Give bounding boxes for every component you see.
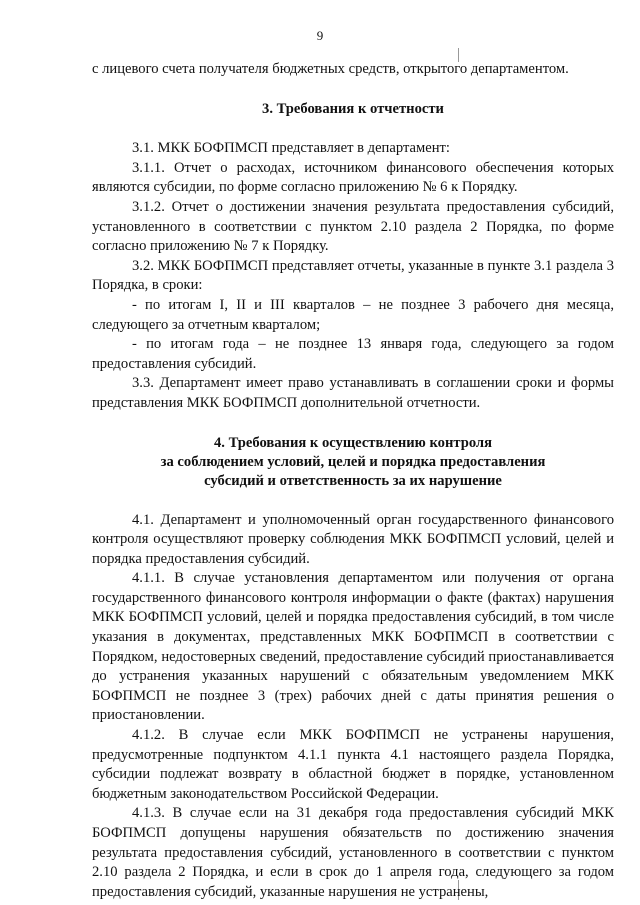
section-3-heading: 3. Требования к отчетности xyxy=(262,100,444,117)
opening-line: с лицевого счета получателя бюджетных средств, открытого департаментом. xyxy=(92,61,569,77)
paragraph-3-2-quarters: - по итогам I, II и III кварталов – не позднее 3 рабочего дня месяца, следующего за отчетным кварталом; xyxy=(92,296,614,333)
section-4-heading xyxy=(92,434,614,491)
paragraph-4-1-3: 4.1.3. В случае если на 31 декабря года предоставления субсидий МКК БОФПМСП допущены нарушения обязательств по достижению значения результата предоставления субсидий, установленного в соответствии с пунктом 2.10 раздела 2 Порядка, и если в срок до 1 апреля года, следующего за годом предоставления субсидий, указанные нарушения не устранены, xyxy=(92,805,614,900)
section-4-heading-line: субсидий и ответственность за их нарушение xyxy=(204,472,502,489)
paragraph-4-1-1: 4.1.1. В случае установления департаментом или получения от органа государственного финансового контроля информации о факте (фактах) нарушения МКК БОФПМСП условий, целей и порядка предоставления субсидий, в том числе указания в документах, представленных МКК БОФПМСП в соответствии с Порядком, недостоверных сведений, предоставление субсидий приостанавливается до устранения указанных нарушений с обязательным уведомлением МКК БОФПМСП не позднее 3 (трех) рабочих дней с даты принятия решения о приостановлении. xyxy=(92,570,614,724)
paragraph-3-1: 3.1. МКК БОФПМСП представляет в департамент: xyxy=(132,140,450,157)
section-4-heading-line: за соблюдением условий, целей и порядка предоставления xyxy=(160,453,546,470)
page-number: 9 xyxy=(316,28,324,43)
paragraph-3-2-year: - по итогам года – не позднее 13 января года, следующего за годом предоставления субсидий. xyxy=(92,336,614,372)
paragraph-4-1-2: 4.1.2. В случае если МКК БОФПМСП не устранены нарушения, предусмотренные подпунктом 4.1.1 пункта 4.1 настоящего раздела Порядка, субсидии подлежат возврату в областной бюджет в порядке, установленном бюджетным законодательством Российской Федерации. xyxy=(92,727,614,802)
paragraph-3-2: 3.2. МКК БОФПМСП представляет отчеты, указанные в пункте 3.1 раздела 3 Порядка, в сроки: xyxy=(92,257,614,294)
section-4-heading-line: 4. Требования к осуществлению контроля xyxy=(213,434,493,451)
paragraph-4-1: 4.1. Департамент и уполномоченный орган государственного финансового контроля осуществляют проверку соблюдения МКК БОФПМСП условий, целей и порядка предоставления субсидий. xyxy=(92,511,614,567)
document-body xyxy=(92,60,614,902)
paragraph-3-3: 3.3. Департамент имеет право устанавливать в соглашении сроки и формы представления МКК БОФПМСП дополнительной отчетности. xyxy=(92,375,614,411)
paragraph-3-1-2: 3.1.2. Отчет о достижении значения результата предоставления субсидий, установленного в соответствии с пунктом 2.10 раздела 2 Порядка, по форме согласно приложению № 7 к Порядку. xyxy=(92,198,614,255)
paragraph-3-1-1: 3.1.1. Отчет о расходах, источником финансового обеспечения которых являются субсидии, по форме согласно приложению № 6 к Порядку. xyxy=(92,159,614,196)
